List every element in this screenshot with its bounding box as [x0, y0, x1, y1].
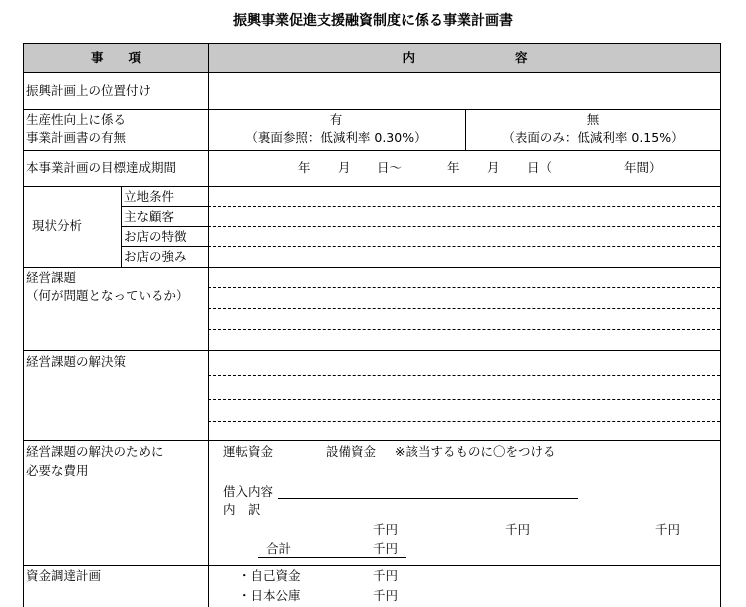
analysis-item-customers: 主な顧客: [124, 209, 175, 224]
breakdown-label: 内 訳: [223, 502, 261, 517]
solutions-field[interactable]: [210, 352, 718, 438]
analysis-sub-border: [121, 226, 208, 227]
working-capital-option[interactable]: 運転資金: [223, 444, 274, 459]
analysis-item-location: 立地条件: [124, 189, 175, 204]
row-border: [24, 440, 721, 441]
equipment-capital-option[interactable]: 設備資金: [326, 444, 377, 459]
document-title: 振興事業促進支援融資制度に係る事業計画書: [233, 13, 513, 29]
row-border: [24, 186, 721, 187]
period-month-end: 月: [487, 160, 500, 175]
own-funds-unit: 千円: [373, 568, 399, 583]
positioning-label: 振興計画上の位置付け: [26, 83, 152, 98]
loan-details-label: 借入内容: [223, 484, 274, 499]
analysis-field[interactable]: [210, 188, 718, 265]
issues-field[interactable]: [210, 269, 718, 348]
table-right-border: [720, 43, 721, 607]
row-border: [24, 72, 721, 73]
column-divider: [208, 43, 209, 607]
period-year-start: 年: [298, 160, 311, 175]
table-top-border: [24, 43, 721, 44]
row-border: [24, 267, 721, 268]
issues-label-line2: （何が問題となっているか）: [26, 288, 189, 303]
breakdown-unit-3: 千円: [655, 522, 681, 537]
positioning-field[interactable]: [210, 74, 718, 107]
own-funds-label: ・自己資金: [238, 568, 301, 583]
period-year-end: 年: [447, 160, 460, 175]
breakdown-unit-2: 千円: [505, 522, 531, 537]
header-item: 事 項: [90, 50, 142, 65]
header-content: 内 容: [402, 50, 528, 65]
yes-no-divider: [465, 109, 466, 150]
costs-label-line2: 必要な費用: [26, 463, 89, 478]
table-left-border: [23, 43, 24, 607]
period-month-start: 月: [338, 160, 351, 175]
total-underline: [258, 557, 406, 558]
analysis-label: 現状分析: [32, 218, 83, 233]
row-border: [24, 150, 721, 151]
total-unit: 千円: [373, 541, 399, 556]
yes-title: 有: [329, 112, 343, 127]
jfc-unit: 千円: [373, 588, 399, 603]
solutions-label: 経営課題の解決策: [26, 354, 127, 369]
analysis-item-features: お店の特徴: [124, 229, 187, 244]
period-day-end: 日（: [527, 160, 553, 175]
analysis-sub-border: [121, 206, 208, 207]
costs-label-line1: 経営課題の解決のために: [26, 444, 164, 459]
row-border: [24, 350, 721, 351]
loan-details-field[interactable]: [278, 483, 578, 497]
funding-label: 資金調達計画: [26, 568, 102, 583]
period-day-start: 日～: [377, 160, 403, 175]
analysis-item-strengths: お店の強み: [124, 249, 187, 264]
breakdown-unit-1: 千円: [373, 522, 399, 537]
row-border: [24, 109, 721, 110]
productivity-label-line1: 生産性向上に係る: [26, 112, 127, 127]
total-label: 合計: [266, 541, 292, 556]
no-note: （表面のみ：低減利率 0.15%）: [502, 130, 684, 145]
jfc-label: ・日本公庫: [238, 588, 301, 603]
productivity-label-line2: 事業計画書の有無: [26, 130, 127, 145]
period-years: 年間）: [624, 160, 662, 175]
mark-note: ※該当するものに〇をつける: [395, 444, 556, 459]
issues-label-line1: 経営課題: [26, 270, 77, 285]
yes-note: （裏面参照：低減利率 0.30%）: [245, 130, 427, 145]
analysis-sub-border: [121, 246, 208, 247]
loan-details-underline: [278, 498, 578, 499]
row-border: [24, 565, 721, 566]
no-title: 無: [586, 112, 600, 127]
period-label: 本事業計画の目標達成期間: [26, 160, 177, 175]
